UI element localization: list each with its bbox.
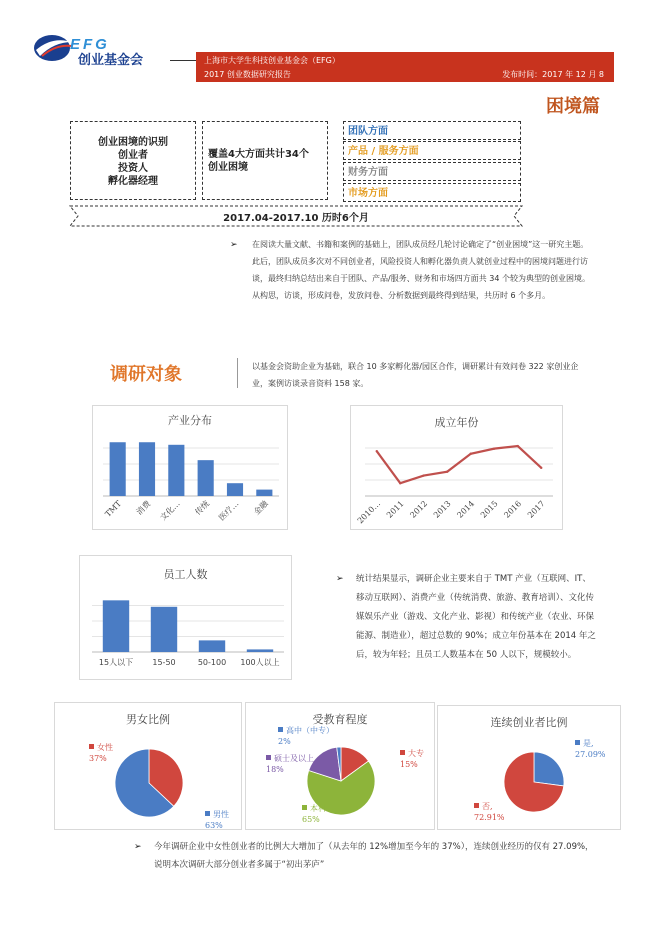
tick-label: 2017	[525, 499, 547, 520]
header-org: 上海市大学生科技创业基金会（EFG）	[204, 56, 340, 65]
bar	[151, 607, 177, 652]
tag-finance: 财务方面	[343, 162, 521, 181]
chart-serial-entrepreneur	[437, 705, 621, 830]
bar	[227, 483, 243, 496]
chart-title: 受教育程度	[312, 713, 368, 726]
legend-swatch	[278, 727, 283, 732]
bar	[256, 490, 272, 496]
chart-title: 员工人数	[163, 568, 208, 581]
tick-label: 15-50	[152, 658, 176, 667]
bullet-arrow-icon: ➢	[230, 240, 238, 250]
research-paragraph: 以基金会资助企业为基础，联合 10 多家孵化器/园区合作，调研累计有效问卷 322 家创业企业，案例访谈录音资料 158 家。	[252, 362, 579, 388]
chart-employees-plot	[80, 580, 293, 680]
chart-title: 连续创业者比例	[490, 716, 568, 729]
pie-slice	[534, 752, 564, 786]
header-bar	[196, 52, 614, 82]
diagram-box-coverage	[202, 121, 328, 200]
slice-label: 男性	[213, 810, 229, 819]
chart-gender	[54, 702, 242, 830]
dilemma-paragraph: 在阅读大量文献、书籍和案例的基础上，团队成员经几轮讨论确定了“创业困境”这一研究主题。此后，团队成员多次对不同创业者，风险投资人和孵化器负责人就创业过程中的困境问题进行访谈，最终归纳总结出来自于团队、产品/服务、财务和市场四方面共 34 个较为典型的创业困境。从构思，访谈，形成问卷，发放问卷、分析数据到最终得到结果，共历时 6 个多月。	[252, 240, 590, 300]
bullet-arrow-icon: ➢	[336, 574, 344, 584]
legend-swatch	[89, 744, 94, 749]
bar	[199, 640, 225, 652]
tick-label: 消费	[134, 499, 153, 517]
slice-label: 女性	[97, 743, 113, 752]
stats-paragraph: 统计结果显示，调研企业主要来自于 TMT 产业（互联网、IT、移动互联网）、消费产业（传统消费、旅游、教育培训）、文化传媒娱乐产业（游戏、文化产业、影视）和传统产业（农业、环保能源、制造业），超过总数的 90%；成立年份基本在 2014 年之后，较为年轻；且员工人数基本在 50 人以下，规模较小。	[356, 574, 596, 660]
chart-serial-plot	[438, 726, 622, 831]
slice-label: 否,	[482, 802, 493, 811]
tick-label: 2012	[408, 499, 430, 520]
box1-line: 投资人	[118, 163, 148, 174]
chart-industry	[92, 405, 288, 530]
tick-label: 2010…	[355, 499, 383, 526]
tick-label: 医疗…	[217, 499, 241, 523]
slice-value: 2%	[278, 737, 291, 746]
tick-label: 金融	[252, 499, 270, 517]
slice-label: 硕士及以上	[274, 754, 314, 763]
legend-swatch	[474, 803, 479, 808]
header-date: 发布时间：2017 年 12 月 8	[502, 70, 604, 79]
bar	[103, 600, 129, 652]
slice-value: 15%	[400, 760, 418, 769]
tick-label: 50-100	[197, 658, 227, 667]
box1-line: 孵化器经理	[108, 176, 158, 187]
bar	[110, 442, 126, 496]
bullet-arrow-icon: ➢	[134, 842, 142, 852]
bar	[247, 649, 273, 652]
chart-title: 产业分布	[168, 414, 212, 427]
series-line	[377, 446, 542, 483]
slice-value: 37%	[89, 754, 107, 763]
bar	[168, 445, 184, 496]
chart-founding-year	[350, 405, 563, 530]
diagram-box-identification	[70, 121, 196, 200]
tick-label: 传统	[193, 499, 212, 517]
timeline-text: 2017.04-2017.10 历时6个月	[223, 213, 369, 224]
tick-label: 2013	[431, 499, 453, 520]
slice-label: 是,	[583, 739, 594, 748]
slice-label: 本科	[310, 804, 326, 813]
chart-employees	[79, 555, 292, 680]
section-title-dilemma: 困境篇	[546, 96, 600, 117]
tag-product: 产品 / 服务方面	[343, 141, 521, 160]
tick-label: TMT	[103, 499, 124, 519]
slice-value: 65%	[302, 815, 320, 824]
chart-education	[245, 702, 435, 830]
logo-text: EFG	[70, 36, 110, 53]
slice-label: 高中（中专）	[286, 726, 334, 735]
research-divider	[237, 358, 238, 388]
slice-value: 72.91%	[474, 813, 505, 822]
box1-line: 创业困境的识别	[98, 137, 168, 148]
box2-line: 创业困境	[208, 162, 248, 173]
chart-industry-plot	[93, 424, 289, 529]
box2-line: 覆盖4大方面共计34个	[208, 149, 309, 160]
logo-chinese: 创业基金会	[78, 53, 144, 68]
tick-label: 文化…	[158, 499, 182, 523]
tag-market: 市场方面	[343, 183, 521, 202]
chart-title: 男女比例	[126, 713, 170, 726]
legend-swatch	[302, 805, 307, 810]
slice-label: 大专	[408, 749, 424, 758]
legend-swatch	[575, 740, 580, 745]
tag-team: 团队方面	[343, 121, 521, 140]
legend-swatch	[400, 750, 405, 755]
section-title-research: 调研对象	[110, 364, 182, 385]
chart-founding-year-plot	[351, 424, 564, 529]
tick-label: 2011	[384, 499, 406, 520]
tick-label: 2015	[478, 499, 500, 520]
header-divider	[170, 60, 198, 61]
box1-line: 创业者	[118, 150, 148, 161]
chart-gender-plot	[55, 723, 243, 833]
bar	[198, 460, 214, 496]
legend-swatch	[205, 811, 210, 816]
legend-swatch	[266, 755, 271, 760]
slice-value: 27.09%	[575, 750, 606, 759]
tick-label: 100人以上	[240, 658, 280, 667]
tick-label: 15人以下	[98, 658, 134, 667]
bar	[139, 442, 155, 496]
chart-education-plot	[246, 723, 436, 833]
tick-label: 2016	[502, 499, 524, 520]
tick-label: 2014	[455, 499, 477, 520]
header-report: 2017 创业数据研究报告	[204, 70, 291, 79]
slice-value: 63%	[205, 821, 223, 830]
logo-swoosh	[32, 32, 74, 64]
chart-title: 成立年份	[434, 416, 479, 429]
gender-paragraph: 今年调研企业中女性创业者的比例大大增加了（从去年的 12%增加至今年的 37%），连续创业经历的仅有 27.09%，说明本次调研大部分创业者多属于“初出茅庐”	[154, 842, 594, 870]
slice-value: 18%	[266, 765, 284, 774]
